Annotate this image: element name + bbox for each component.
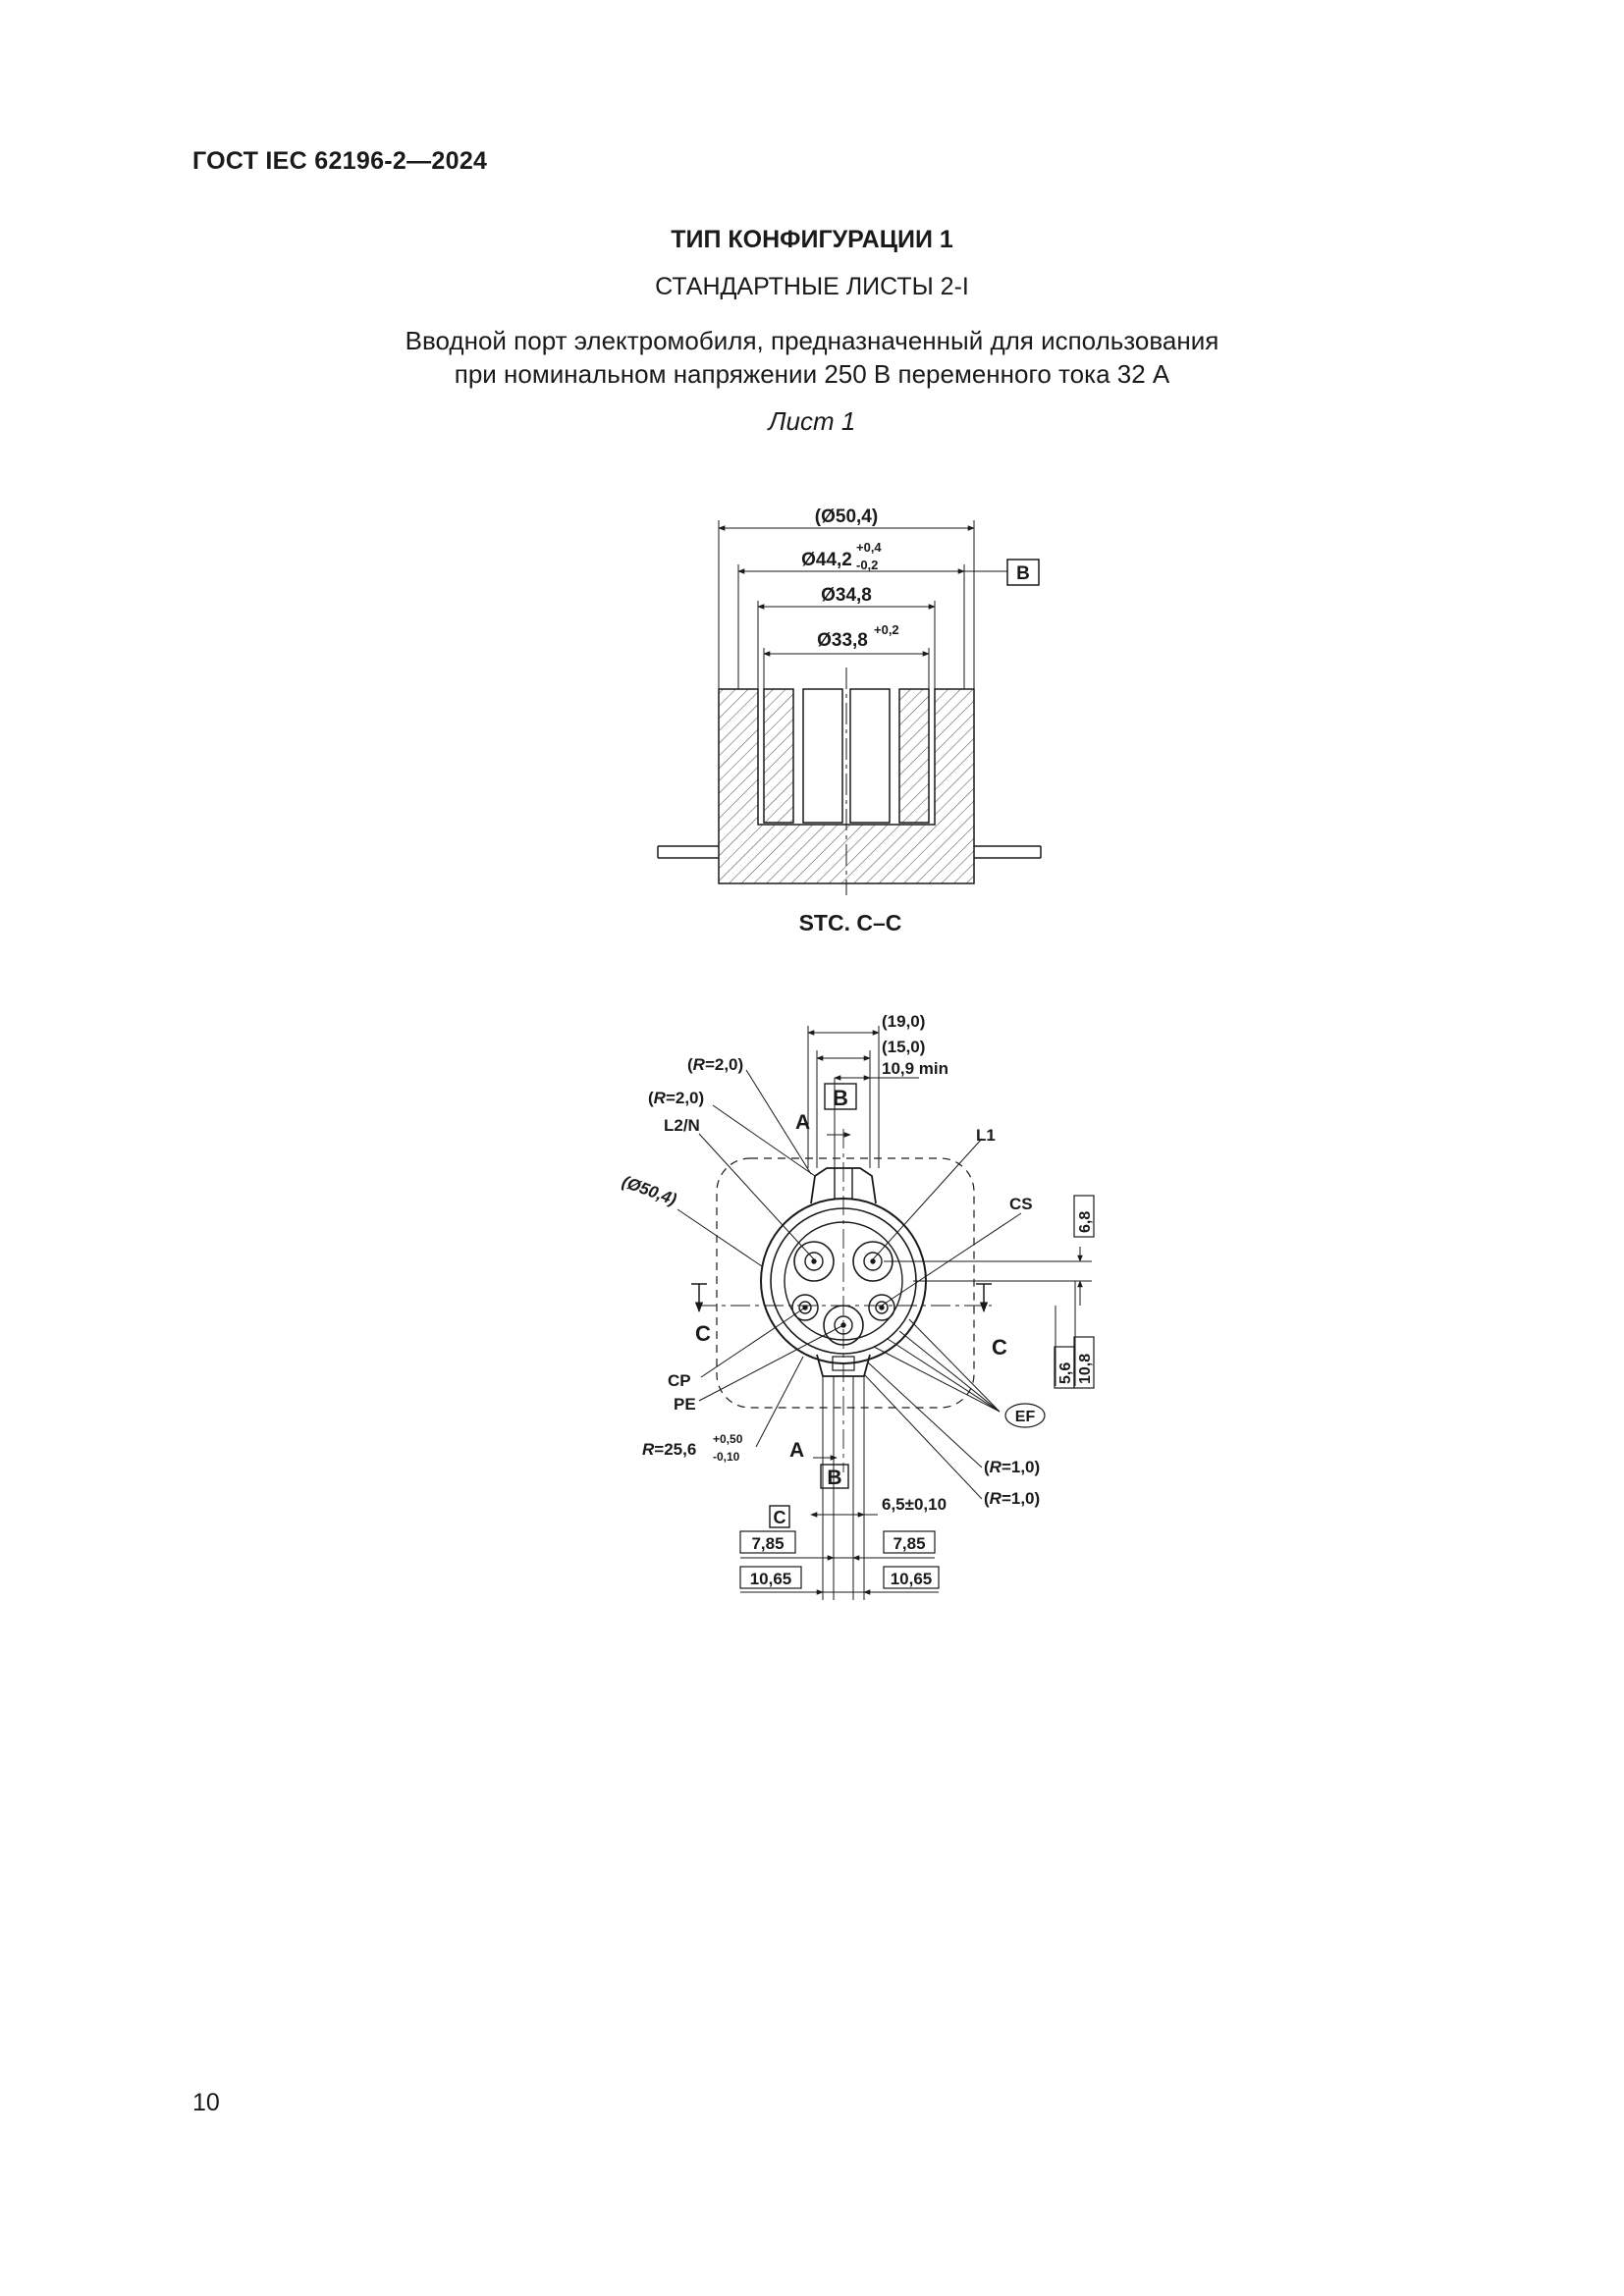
- dim-56: 5,6: [1057, 1362, 1074, 1384]
- description-line-1: Вводной порт электромобиля, предназначенный для использования: [405, 326, 1219, 355]
- label-pe: PE: [674, 1395, 696, 1414]
- page-number: 10: [192, 2089, 220, 2116]
- label-c-left: C: [695, 1321, 711, 1346]
- label-a-bottom: A: [789, 1439, 805, 1462]
- dim-150: (15,0): [882, 1038, 926, 1056]
- standard-header: ГОСТ IEC 62196-2—2024: [192, 147, 488, 175]
- label-b-bottom: B: [827, 1467, 842, 1489]
- dim-1065-right: 10,65: [890, 1570, 933, 1588]
- label-diameter: (Ø50,4): [619, 1172, 679, 1209]
- section-view: [658, 520, 1041, 895]
- dim-442: Ø44,2: [801, 550, 852, 570]
- sheet-label: Лист 1: [768, 406, 856, 436]
- dim-1065-left: 10,65: [749, 1570, 792, 1588]
- center-post-right: [850, 689, 890, 823]
- section-caption: STC. C–C: [798, 910, 902, 935]
- label-l1: L1: [976, 1126, 996, 1145]
- label-cs: CS: [1009, 1195, 1033, 1213]
- dim-348: Ø34,8: [821, 585, 872, 606]
- inner-sleeve-right: [899, 689, 929, 823]
- dim-442-tol-lower: -0,2: [856, 558, 879, 572]
- dim-442-tol-upper: +0,4: [856, 540, 882, 555]
- r256-tol-upper: +0,50: [713, 1432, 743, 1446]
- r20-b: (R=2,0): [648, 1089, 705, 1107]
- dim-190: (19,0): [882, 1012, 926, 1031]
- r10-b: (R=1,0): [984, 1489, 1041, 1508]
- datum-c-label: C: [773, 1508, 786, 1527]
- dim-68: 6,8: [1077, 1210, 1094, 1233]
- label-l2n: L2/N: [664, 1116, 700, 1135]
- front-view: [677, 1026, 1094, 1600]
- dim-65: 6,5±0,10: [882, 1495, 947, 1514]
- datum-b-label: B: [1016, 563, 1030, 584]
- label-a-top: A: [795, 1111, 811, 1134]
- label-cp: CP: [668, 1371, 691, 1390]
- description-line-2: при номинальном напряжении 250 В переменного тока 32 А: [454, 359, 1170, 389]
- r20-a: (R=2,0): [687, 1055, 744, 1074]
- dim-785-left: 7,85: [751, 1534, 785, 1553]
- standard-sheets-subtitle: СТАНДАРТНЫЕ ЛИСТЫ 2-I: [655, 273, 969, 300]
- r10-a: (R=1,0): [984, 1458, 1041, 1476]
- dim-outer-diameter: (Ø50,4): [814, 507, 879, 527]
- center-post-left: [803, 689, 842, 823]
- label-c-right: C: [992, 1335, 1007, 1360]
- dim-108: 10,8: [1077, 1353, 1094, 1384]
- dim-338: Ø33,8: [817, 630, 868, 651]
- label-b-top: B: [833, 1086, 848, 1110]
- dim-338-tol: +0,2: [874, 622, 899, 637]
- r256: R=25,6: [642, 1440, 697, 1459]
- label-ef: EF: [1014, 1409, 1036, 1425]
- r256-tol-lower: -0,10: [713, 1450, 740, 1464]
- config-type-title: ТИП КОНФИГУРАЦИИ 1: [671, 226, 953, 253]
- dim-109: 10,9 min: [882, 1059, 949, 1078]
- dim-785-right: 7,85: [893, 1534, 926, 1553]
- inner-sleeve-left: [764, 689, 793, 823]
